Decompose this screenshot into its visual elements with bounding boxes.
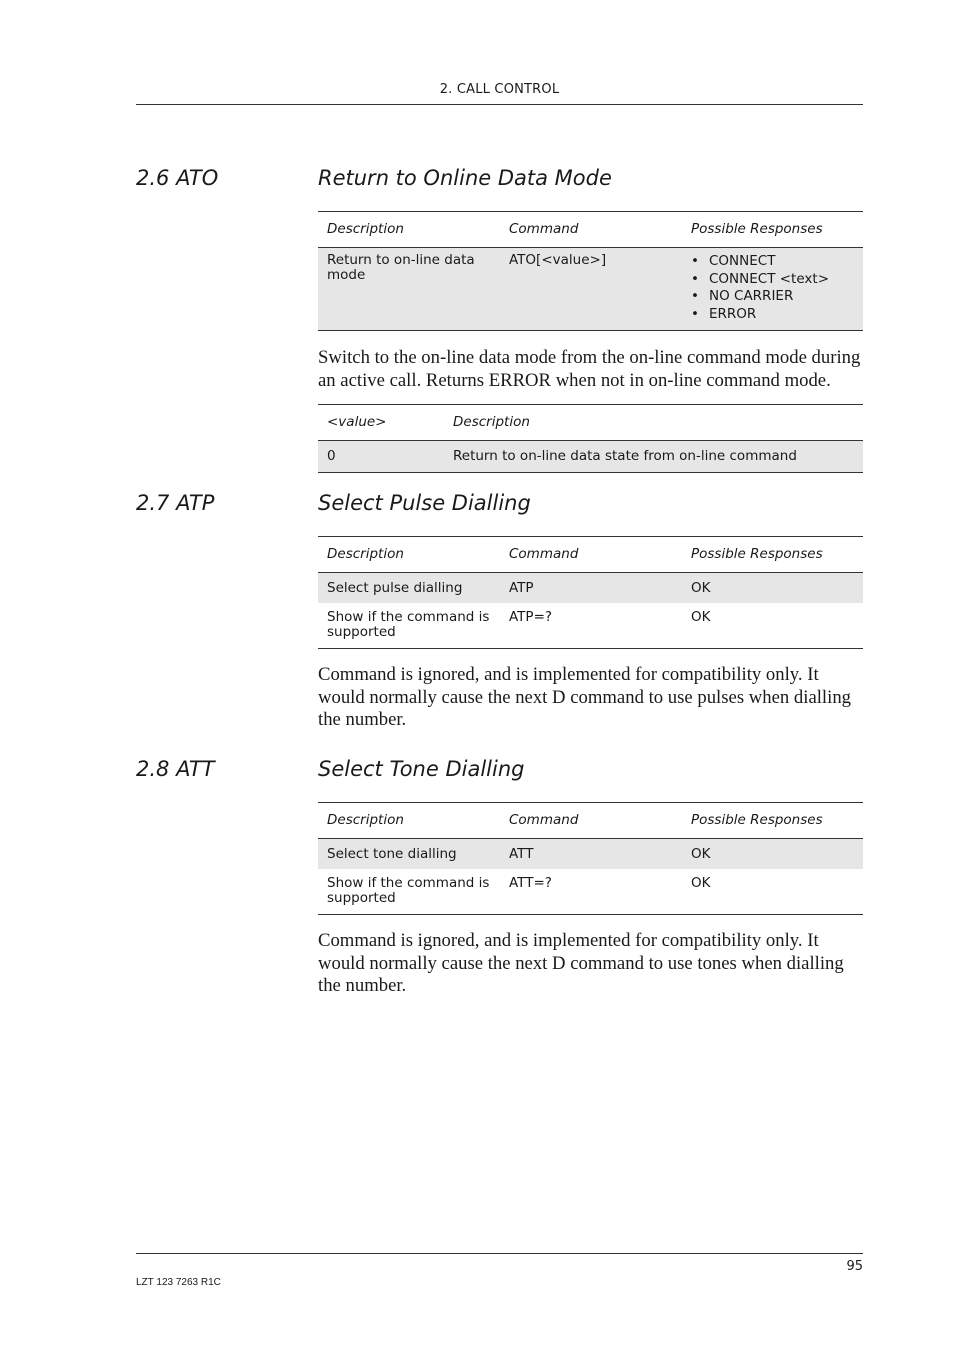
table-row bbox=[318, 869, 863, 915]
table-row bbox=[318, 441, 863, 473]
section-number: 2.6 ATO bbox=[136, 166, 219, 190]
row-description: Return to on-line data mode bbox=[327, 252, 475, 283]
header-responses: Possible Responses bbox=[691, 812, 823, 828]
header-command: Command bbox=[509, 221, 579, 237]
row-description: Select tone dialling bbox=[327, 845, 457, 862]
header-description: Description bbox=[327, 546, 404, 562]
row-description: Return to on-line data state from on-line command bbox=[453, 448, 797, 464]
table-header-row bbox=[318, 404, 863, 441]
header-command: Command bbox=[509, 812, 579, 828]
section-title: Select Pulse Dialling bbox=[318, 491, 531, 515]
header-command: Command bbox=[509, 546, 579, 562]
row-description: Select pulse dialling bbox=[327, 579, 463, 596]
footer-rule bbox=[136, 1253, 863, 1254]
table-row bbox=[318, 839, 863, 869]
row-description: Show if the command is supported bbox=[327, 875, 490, 906]
section-number: 2.7 ATP bbox=[136, 491, 215, 515]
section-title: Return to Online Data Mode bbox=[318, 166, 612, 190]
row-command: ATP=? bbox=[509, 609, 553, 625]
row-command: ATP bbox=[509, 579, 534, 596]
section-title: Select Tone Dialling bbox=[318, 757, 525, 781]
list-item: • CONNECT <text> bbox=[691, 271, 854, 289]
row-response: OK bbox=[691, 845, 711, 862]
row-command: ATT bbox=[509, 845, 534, 862]
header-value: <value> bbox=[327, 414, 387, 430]
command-table-atp bbox=[318, 536, 863, 649]
list-item: • CONNECT bbox=[691, 253, 854, 271]
table-header-row bbox=[318, 802, 863, 839]
header-rule bbox=[136, 104, 863, 105]
running-header: 2. CALL CONTROL bbox=[439, 82, 560, 97]
response-list bbox=[682, 253, 854, 323]
body-paragraph: Command is ignored, and is implemented for compatibility only. It would normally cause the next D command to use tones when dialling the number. bbox=[318, 930, 844, 996]
header-responses: Possible Responses bbox=[691, 546, 823, 562]
row-value: 0 bbox=[327, 448, 336, 464]
section-number: 2.8 ATT bbox=[136, 757, 215, 781]
body-paragraph: Switch to the on-line data mode from the on-line command mode during an active call. Returns ERROR when not in on-line command mode. bbox=[318, 347, 861, 391]
table-row bbox=[318, 603, 863, 649]
header-description: Description bbox=[327, 221, 404, 237]
row-response: OK bbox=[691, 875, 711, 891]
header-responses: Possible Responses bbox=[691, 221, 823, 237]
row-response: OK bbox=[691, 609, 711, 625]
document-id: LZT 123 7263 R1C bbox=[136, 1277, 221, 1288]
header-description: Description bbox=[327, 812, 404, 828]
page-number: 95 bbox=[846, 1259, 863, 1274]
row-description: Show if the command is supported bbox=[327, 609, 490, 640]
value-table-ato bbox=[318, 404, 863, 473]
command-table-ato bbox=[318, 211, 863, 331]
row-response: OK bbox=[691, 579, 711, 596]
list-item: • ERROR bbox=[691, 306, 854, 324]
table-header-row bbox=[318, 211, 863, 248]
body-paragraph: Command is ignored, and is implemented for compatibility only. It would normally cause the next D command to use pulses when dialling the number. bbox=[318, 664, 852, 730]
table-header-row bbox=[318, 536, 863, 573]
table-row bbox=[318, 248, 863, 331]
row-responses bbox=[682, 253, 863, 330]
header-description: Description bbox=[453, 414, 530, 430]
table-row bbox=[318, 573, 863, 603]
command-table-att bbox=[318, 802, 863, 915]
row-command: ATT=? bbox=[509, 875, 552, 891]
row-command: ATO[<value>] bbox=[509, 252, 607, 268]
list-item: • NO CARRIER bbox=[691, 288, 854, 306]
